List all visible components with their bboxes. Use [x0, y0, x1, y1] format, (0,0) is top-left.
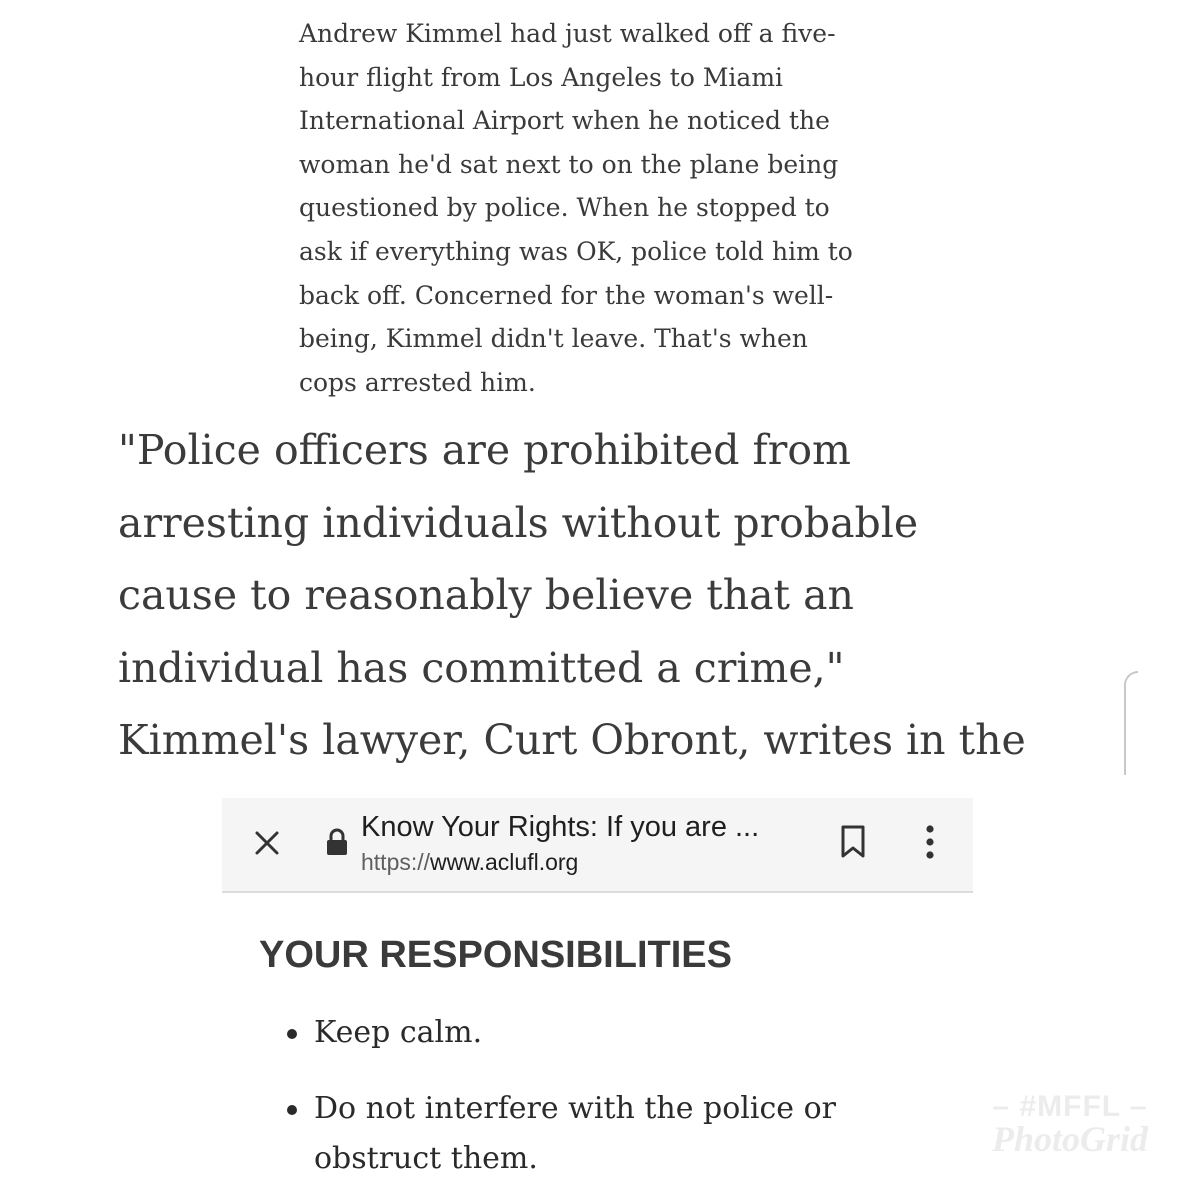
- article-intro-line: Andrew Kimmel had just walked off a five-: [299, 19, 836, 48]
- article-intro-line: cops arrested him.: [299, 367, 536, 397]
- article-intro-line: hour flight from Los Angeles to Miami: [299, 62, 784, 92]
- responsibilities-list: [284, 1008, 904, 1184]
- bookmark-icon[interactable]: [840, 825, 866, 859]
- url-scheme: https://: [361, 849, 431, 875]
- article-intro-line: woman he'd sat next to on the plane being: [299, 149, 839, 179]
- article-intro-line: questioned by police. When he stopped to: [299, 193, 830, 223]
- watermark-brand: PhotoGrid: [991, 1119, 1149, 1159]
- article-quote-line: individual has committed a crime,": [118, 643, 845, 692]
- article-quote-line: Kimmel's lawyer, Curt Obront, writes in the: [118, 716, 1026, 764]
- lock-icon: [326, 828, 348, 856]
- article-intro-line: being, Kimmel didn't leave. That's when: [299, 324, 808, 354]
- article-quote-line: cause to reasonably believe that an: [118, 571, 854, 619]
- responsibilities-heading: YOUR RESPONSIBILITIES: [259, 934, 732, 976]
- list-item: [284, 1084, 904, 1184]
- article-intro-line: ask if everything was OK, police told him to: [299, 236, 853, 266]
- close-icon[interactable]: [252, 828, 282, 858]
- article-quote-line: "Police officers are prohibited from: [118, 426, 851, 474]
- browser-url-bar: [222, 798, 973, 893]
- watermark-tag: – #MFFL –: [992, 1090, 1148, 1123]
- browser-page-url[interactable]: [361, 849, 578, 876]
- screen-edge-decoration: [1124, 671, 1138, 775]
- article-quote-paragraph: [118, 414, 1128, 777]
- article-intro-line: back off. Concerned for the woman's well-: [299, 280, 834, 310]
- list-item: [284, 1008, 904, 1058]
- photogrid-watermark: [975, 1090, 1165, 1160]
- more-vert-icon[interactable]: [922, 824, 938, 860]
- list-item-text: Do not interfere with the police or: [314, 1091, 836, 1126]
- url-host: www.aclufl.org: [430, 849, 579, 875]
- list-item-text: obstruct them.: [314, 1141, 538, 1176]
- article-intro-paragraph: [299, 12, 899, 404]
- article-intro-line: International Airport when he noticed the: [299, 106, 830, 136]
- article-quote-line: arresting individuals without probable: [118, 498, 919, 547]
- browser-page-title: Know Your Rights: If you are ...: [361, 811, 760, 843]
- list-item-text: Keep calm.: [314, 1015, 483, 1050]
